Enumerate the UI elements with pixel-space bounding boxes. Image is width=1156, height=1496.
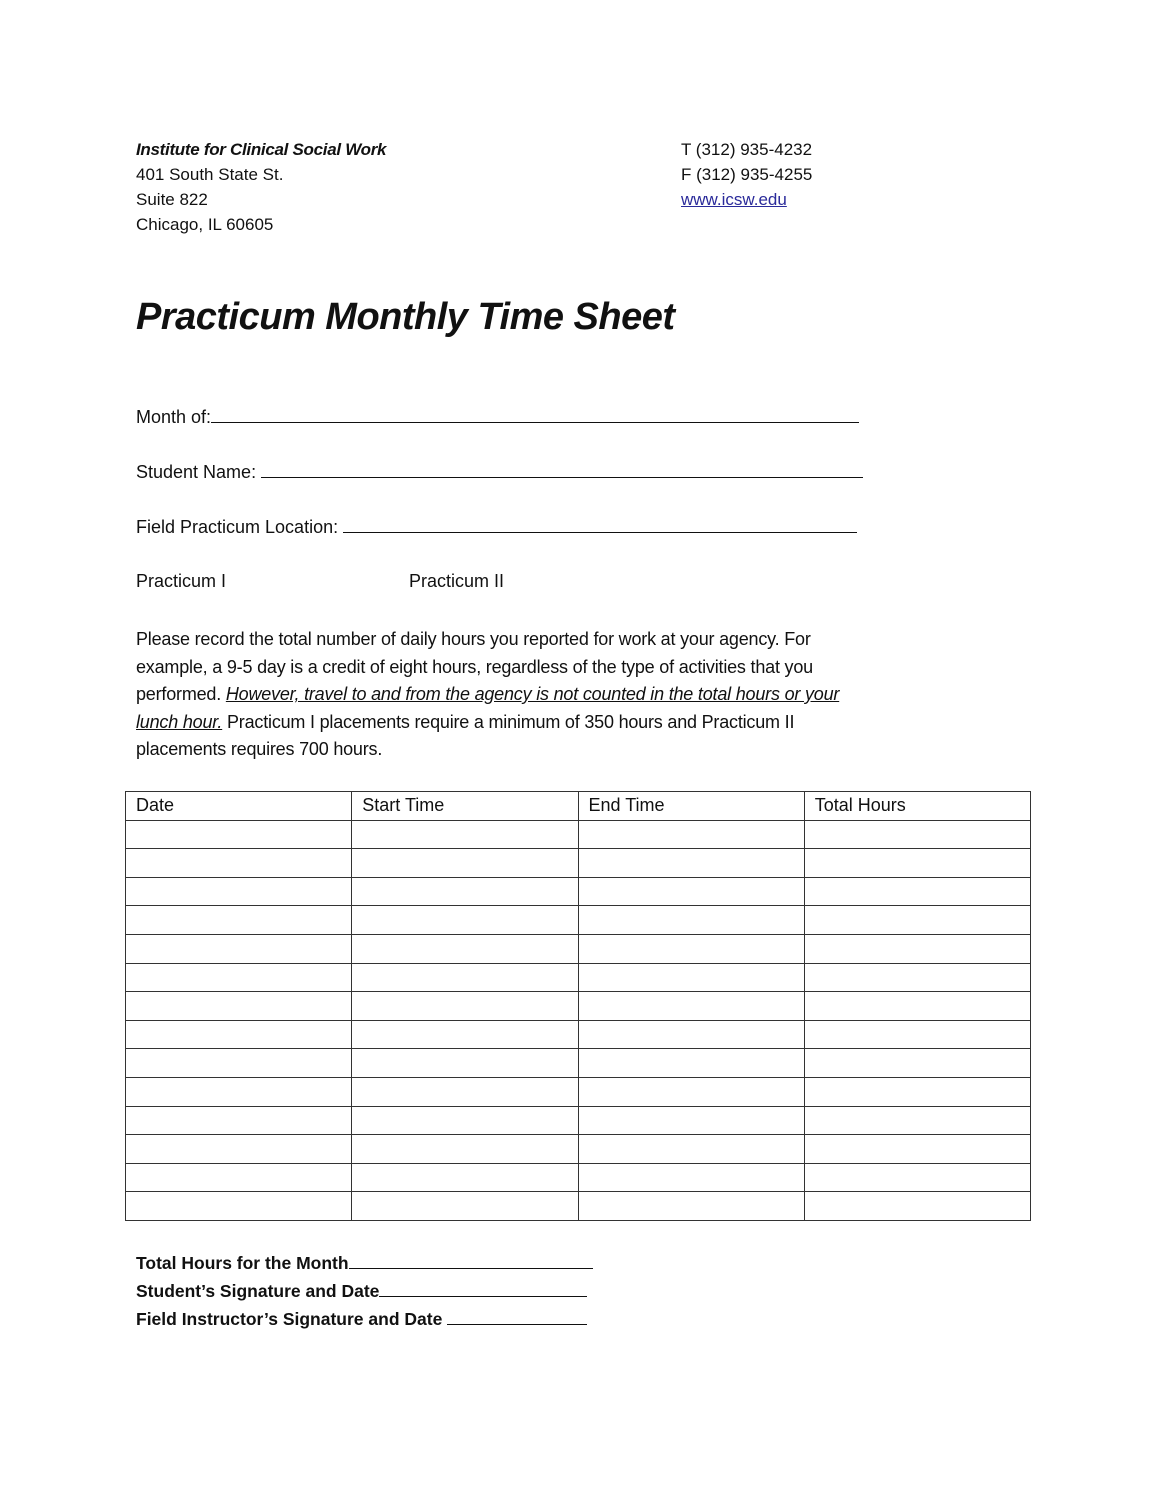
instructions-emphasis: lunch hour.	[136, 711, 223, 732]
total-hours-input-line[interactable]	[349, 1252, 593, 1269]
instructions-paragraph	[136, 626, 839, 764]
cell-end-time[interactable]	[578, 934, 804, 963]
table-row	[126, 1163, 1031, 1192]
cell-start-time[interactable]	[352, 1106, 578, 1135]
instructions-line	[136, 681, 839, 709]
student-signature-label: Student’s Signature and Date	[136, 1281, 380, 1301]
student-name-input-line[interactable]	[261, 461, 863, 478]
cell-end-time[interactable]	[578, 1077, 804, 1106]
cell-date[interactable]	[126, 906, 352, 935]
contact-block	[681, 137, 812, 212]
cell-end-time[interactable]	[578, 1106, 804, 1135]
month-input-line[interactable]	[211, 406, 859, 423]
cell-start-time[interactable]	[352, 877, 578, 906]
instructions-text: Practicum I placements require a minimum of 350 hours and Practicum II	[222, 711, 795, 732]
cell-end-time[interactable]	[578, 877, 804, 906]
location-field	[136, 516, 857, 538]
cell-total-hours[interactable]	[804, 1192, 1030, 1221]
cell-start-time[interactable]	[352, 1020, 578, 1049]
time-sheet-table	[125, 791, 1031, 1221]
cell-total-hours[interactable]	[804, 963, 1030, 992]
instructor-signature-label: Field Instructor’s Signature and Date	[136, 1309, 448, 1329]
cell-date[interactable]	[126, 849, 352, 878]
signature-block	[136, 1249, 593, 1333]
table-row	[126, 1020, 1031, 1049]
table-row	[126, 877, 1031, 906]
column-header-date: Date	[126, 792, 352, 821]
address-line: 401 South State St.	[136, 165, 284, 184]
cell-start-time[interactable]	[352, 849, 578, 878]
cell-end-time[interactable]	[578, 1135, 804, 1164]
cell-total-hours[interactable]	[804, 1135, 1030, 1164]
website-link[interactable]: www.icsw.edu	[681, 190, 787, 209]
total-hours-label: Total Hours for the Month	[136, 1253, 349, 1273]
cell-end-time[interactable]	[578, 992, 804, 1021]
table-row	[126, 1192, 1031, 1221]
cell-end-time[interactable]	[578, 849, 804, 878]
student-name-field	[136, 461, 863, 483]
cell-total-hours[interactable]	[804, 820, 1030, 849]
cell-start-time[interactable]	[352, 1135, 578, 1164]
cell-date[interactable]	[126, 992, 352, 1021]
cell-start-time[interactable]	[352, 992, 578, 1021]
instructions-line: Please record the total number of daily hours you reported for work at your agency. For	[136, 629, 811, 649]
table-row	[126, 1049, 1031, 1078]
org-name: Institute for Clinical Social Work	[136, 140, 387, 159]
student-name-label: Student Name:	[136, 462, 257, 482]
table-header-row	[126, 792, 1031, 821]
page-title: Practicum Monthly Time Sheet	[136, 296, 675, 338]
cell-total-hours[interactable]	[804, 1077, 1030, 1106]
cell-total-hours[interactable]	[804, 1020, 1030, 1049]
cell-start-time[interactable]	[352, 1049, 578, 1078]
cell-end-time[interactable]	[578, 963, 804, 992]
cell-date[interactable]	[126, 877, 352, 906]
org-address-block	[136, 137, 386, 237]
location-input-line[interactable]	[343, 516, 857, 533]
cell-start-time[interactable]	[352, 963, 578, 992]
cell-date[interactable]	[126, 1192, 352, 1221]
table-row	[126, 992, 1031, 1021]
cell-date[interactable]	[126, 820, 352, 849]
location-label: Field Practicum Location:	[136, 517, 339, 537]
table-row	[126, 849, 1031, 878]
cell-total-hours[interactable]	[804, 849, 1030, 878]
cell-total-hours[interactable]	[804, 934, 1030, 963]
cell-date[interactable]	[126, 1163, 352, 1192]
cell-date[interactable]	[126, 1049, 352, 1078]
month-label: Month of:	[136, 407, 212, 427]
cell-end-time[interactable]	[578, 906, 804, 935]
cell-total-hours[interactable]	[804, 877, 1030, 906]
cell-end-time[interactable]	[578, 1049, 804, 1078]
cell-end-time[interactable]	[578, 1163, 804, 1192]
cell-date[interactable]	[126, 1106, 352, 1135]
table-row	[126, 963, 1031, 992]
cell-date[interactable]	[126, 1020, 352, 1049]
cell-total-hours[interactable]	[804, 906, 1030, 935]
cell-total-hours[interactable]	[804, 992, 1030, 1021]
cell-date[interactable]	[126, 1135, 352, 1164]
table-row	[126, 906, 1031, 935]
table-row	[126, 934, 1031, 963]
address-line: Chicago, IL 60605	[136, 215, 274, 234]
instructions-line: example, a 9-5 day is a credit of eight hours, regardless of the type of activities that you	[136, 656, 813, 677]
student-signature-input-line[interactable]	[379, 1280, 587, 1297]
cell-end-time[interactable]	[578, 1192, 804, 1221]
practicum-1-option[interactable]: Practicum I	[136, 571, 227, 591]
address-line: Suite 822	[136, 190, 208, 209]
instructions-emphasis: However, travel to and from the agency is not counted in the total hours or your	[225, 684, 840, 704]
instructions-line	[136, 709, 839, 737]
table-row	[126, 1135, 1031, 1164]
cell-start-time[interactable]	[352, 934, 578, 963]
cell-total-hours[interactable]	[804, 1163, 1030, 1192]
column-header-total-hours: Total Hours	[804, 792, 1030, 821]
phone: T (312) 935-4232	[681, 140, 813, 159]
table-row	[126, 1106, 1031, 1135]
cell-date[interactable]	[126, 1077, 352, 1106]
cell-start-time[interactable]	[352, 1192, 578, 1221]
practicum-2-option[interactable]: Practicum II	[409, 571, 505, 591]
cell-start-time[interactable]	[352, 820, 578, 849]
instructions-line: placements requires 700 hours.	[136, 739, 383, 759]
column-header-start-time: Start Time	[352, 792, 578, 821]
cell-start-time[interactable]	[352, 906, 578, 935]
column-header-end-time: End Time	[578, 792, 804, 821]
cell-start-time[interactable]	[352, 1077, 578, 1106]
fax: F (312) 935-4255	[681, 165, 813, 184]
cell-end-time[interactable]	[578, 1020, 804, 1049]
instructions-text: performed.	[136, 684, 226, 704]
cell-date[interactable]	[126, 963, 352, 992]
table-row	[126, 820, 1031, 849]
cell-start-time[interactable]	[352, 1163, 578, 1192]
month-field	[136, 406, 859, 428]
instructor-signature-input-line[interactable]	[447, 1308, 587, 1325]
table-row	[126, 1077, 1031, 1106]
cell-end-time[interactable]	[578, 820, 804, 849]
cell-date[interactable]	[126, 934, 352, 963]
cell-total-hours[interactable]	[804, 1049, 1030, 1078]
cell-total-hours[interactable]	[804, 1106, 1030, 1135]
